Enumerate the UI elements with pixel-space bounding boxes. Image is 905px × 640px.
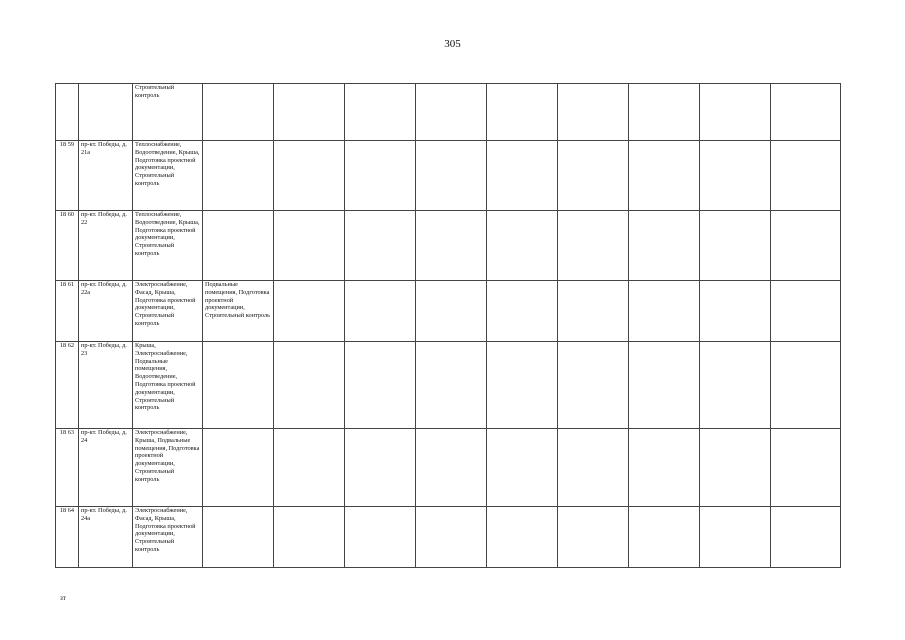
- empty-cell: [416, 429, 487, 507]
- table-row: [56, 84, 841, 141]
- table-row: [56, 507, 841, 568]
- row-works: Электроснабжение, Крыша, Подвальные помещения, Подготовка проектной документации, Строительный контроль: [133, 429, 203, 507]
- empty-cell: [558, 84, 629, 141]
- row-address: пр-кт. Победы, д. 24а: [79, 507, 133, 568]
- table-row: [56, 342, 841, 429]
- row-extra-works: [203, 84, 274, 141]
- footer-mark: зт: [60, 594, 66, 602]
- row-works: Электроснабжение, Фасад, Крыша, Подготовка проектной документации, Строительный контроль: [133, 281, 203, 342]
- empty-cell: [771, 429, 841, 507]
- row-number: 18 64: [56, 507, 79, 568]
- empty-cell: [274, 211, 345, 281]
- empty-cell: [629, 342, 700, 429]
- empty-cell: [345, 141, 416, 211]
- row-number: 18 59: [56, 141, 79, 211]
- empty-cell: [558, 211, 629, 281]
- row-address: [79, 84, 133, 141]
- table-row: [56, 429, 841, 507]
- empty-cell: [629, 507, 700, 568]
- empty-cell: [629, 281, 700, 342]
- empty-cell: [345, 84, 416, 141]
- row-works: Крыша, Электроснабжение, Подвальные помещения, Водоотведение, Подготовка проектной документации, Строительный контроль: [133, 342, 203, 429]
- row-number: 18 61: [56, 281, 79, 342]
- empty-cell: [771, 507, 841, 568]
- row-number: [56, 84, 79, 141]
- row-works: Строительный контроль: [133, 84, 203, 141]
- empty-cell: [345, 429, 416, 507]
- empty-cell: [487, 141, 558, 211]
- empty-cell: [700, 342, 771, 429]
- empty-cell: [416, 84, 487, 141]
- empty-cell: [558, 507, 629, 568]
- empty-cell: [629, 211, 700, 281]
- empty-cell: [771, 211, 841, 281]
- empty-cell: [558, 429, 629, 507]
- empty-cell: [558, 281, 629, 342]
- works-table: [55, 83, 841, 568]
- empty-cell: [274, 281, 345, 342]
- row-address: пр-кт. Победы, д. 22: [79, 211, 133, 281]
- empty-cell: [345, 507, 416, 568]
- empty-cell: [274, 84, 345, 141]
- empty-cell: [700, 281, 771, 342]
- row-works: Электроснабжение, Фасад, Крыша, Подготовка проектной документации, Строительный контроль: [133, 507, 203, 568]
- row-works: Теплоснабжение, Водоотведение, Крыша, Подготовка проектной документации, Строительный контроль: [133, 141, 203, 211]
- empty-cell: [700, 507, 771, 568]
- empty-cell: [629, 429, 700, 507]
- empty-cell: [487, 84, 558, 141]
- row-extra-works: [203, 507, 274, 568]
- empty-cell: [416, 281, 487, 342]
- empty-cell: [629, 84, 700, 141]
- table-body: [56, 84, 841, 568]
- row-extra-works: [203, 342, 274, 429]
- empty-cell: [558, 141, 629, 211]
- row-extra-works: [203, 429, 274, 507]
- empty-cell: [345, 342, 416, 429]
- table-row: [56, 281, 841, 342]
- empty-cell: [345, 281, 416, 342]
- row-extra-works: [203, 141, 274, 211]
- row-extra-works: [203, 211, 274, 281]
- row-address: пр-кт. Победы, д. 24: [79, 429, 133, 507]
- empty-cell: [416, 211, 487, 281]
- empty-cell: [274, 141, 345, 211]
- table-row: [56, 211, 841, 281]
- row-number: 18 63: [56, 429, 79, 507]
- empty-cell: [700, 141, 771, 211]
- empty-cell: [487, 429, 558, 507]
- empty-cell: [700, 429, 771, 507]
- empty-cell: [771, 141, 841, 211]
- row-works: Теплоснабжение, Водоотведение, Крыша, Подготовка проектной документации, Строительный контроль: [133, 211, 203, 281]
- empty-cell: [700, 84, 771, 141]
- empty-cell: [416, 141, 487, 211]
- empty-cell: [487, 211, 558, 281]
- empty-cell: [487, 507, 558, 568]
- empty-cell: [274, 429, 345, 507]
- row-extra-works: Подвальные помещения, Подготовка проектной документации, Строительный контроль: [203, 281, 274, 342]
- empty-cell: [771, 84, 841, 141]
- table-row: [56, 141, 841, 211]
- empty-cell: [487, 342, 558, 429]
- row-number: 18 62: [56, 342, 79, 429]
- empty-cell: [416, 507, 487, 568]
- row-address: пр-кт. Победы, д. 22а: [79, 281, 133, 342]
- empty-cell: [487, 281, 558, 342]
- row-number: 18 60: [56, 211, 79, 281]
- empty-cell: [274, 507, 345, 568]
- empty-cell: [771, 342, 841, 429]
- empty-cell: [416, 342, 487, 429]
- empty-cell: [771, 281, 841, 342]
- empty-cell: [700, 211, 771, 281]
- empty-cell: [274, 342, 345, 429]
- empty-cell: [629, 141, 700, 211]
- row-address: пр-кт. Победы, д. 23: [79, 342, 133, 429]
- row-address: пр-кт. Победы, д. 21а: [79, 141, 133, 211]
- empty-cell: [558, 342, 629, 429]
- empty-cell: [345, 211, 416, 281]
- page-number: 305: [444, 38, 461, 50]
